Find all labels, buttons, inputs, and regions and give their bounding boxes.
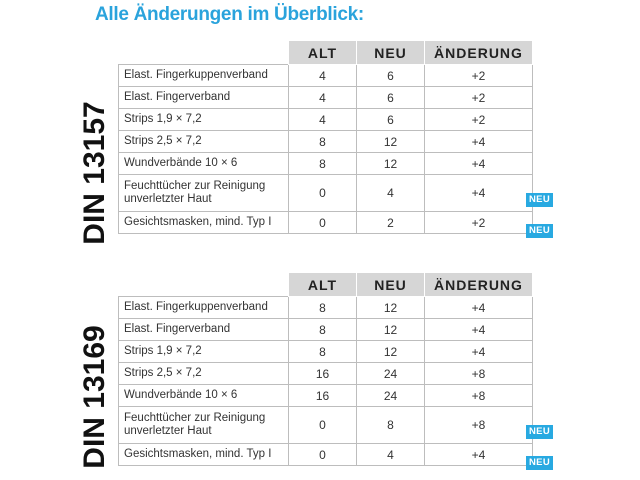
alt-value: 8 <box>289 153 357 175</box>
new-badge: NEU <box>526 425 553 439</box>
row-label: Feuchttücher zur Reinigung unverletzter Haut <box>119 407 289 444</box>
alt-value: 16 <box>289 385 357 407</box>
neu-value: 12 <box>357 297 425 319</box>
neu-value: 12 <box>357 319 425 341</box>
neu-value: 24 <box>357 385 425 407</box>
row-label: Strips 1,9 × 7,2 <box>119 109 289 131</box>
table-header-row <box>119 273 533 297</box>
header-alt: ALT <box>289 41 357 65</box>
neu-value: 12 <box>357 131 425 153</box>
header-aenderung: ÄNDERUNG <box>425 41 533 65</box>
neu-value: 6 <box>357 109 425 131</box>
change-value: +8 <box>425 407 533 444</box>
alt-value: 8 <box>289 341 357 363</box>
table-row <box>119 175 533 212</box>
change-value: +4 <box>425 153 533 175</box>
neu-value: 4 <box>357 444 425 466</box>
row-label: Elast. Fingerverband <box>119 319 289 341</box>
table-row <box>119 109 533 131</box>
new-badge: NEU <box>526 224 553 238</box>
table-row <box>119 341 533 363</box>
change-value: +4 <box>425 444 533 466</box>
neu-value: 8 <box>357 407 425 444</box>
alt-value: 8 <box>289 297 357 319</box>
change-value: +8 <box>425 385 533 407</box>
change-value: +4 <box>425 341 533 363</box>
change-value: +2 <box>425 212 533 234</box>
header-blank-cell <box>119 273 289 297</box>
table-row <box>119 319 533 341</box>
table-row <box>119 131 533 153</box>
alt-value: 0 <box>289 444 357 466</box>
row-label: Elast. Fingerverband <box>119 87 289 109</box>
page-heading: Alle Änderungen im Überblick: <box>95 4 364 25</box>
alt-value: 4 <box>289 109 357 131</box>
row-label: Feuchttücher zur Reinigung unverletzter Haut <box>119 175 289 212</box>
table-row <box>119 65 533 87</box>
table-row <box>119 297 533 319</box>
row-label: Strips 2,5 × 7,2 <box>119 131 289 153</box>
header-alt: ALT <box>289 273 357 297</box>
alt-value: 0 <box>289 407 357 444</box>
change-value: +4 <box>425 319 533 341</box>
comparison-table-din-13169 <box>118 272 533 466</box>
alt-value: 0 <box>289 175 357 212</box>
row-label: Gesichtsmasken, mind. Typ I <box>119 212 289 234</box>
change-value: +2 <box>425 87 533 109</box>
table-row <box>119 87 533 109</box>
row-label: Wundverbände 10 × 6 <box>119 153 289 175</box>
change-value: +4 <box>425 297 533 319</box>
neu-value: 12 <box>357 341 425 363</box>
change-value: +8 <box>425 363 533 385</box>
table-row <box>119 444 533 466</box>
change-value: +4 <box>425 175 533 212</box>
neu-value: 6 <box>357 65 425 87</box>
table-row <box>119 363 533 385</box>
row-label: Elast. Fingerkuppenverband <box>119 297 289 319</box>
row-label: Gesichtsmasken, mind. Typ I <box>119 444 289 466</box>
neu-value: 12 <box>357 153 425 175</box>
alt-value: 8 <box>289 319 357 341</box>
neu-value: 2 <box>357 212 425 234</box>
table-row <box>119 385 533 407</box>
standard-label-din-13157: DIN 13157 <box>78 101 111 245</box>
header-blank-cell <box>119 41 289 65</box>
neu-value: 4 <box>357 175 425 212</box>
standard-label-din-13169: DIN 13169 <box>78 325 111 469</box>
row-label: Strips 1,9 × 7,2 <box>119 341 289 363</box>
neu-value: 6 <box>357 87 425 109</box>
alt-value: 4 <box>289 87 357 109</box>
change-value: +4 <box>425 131 533 153</box>
table-row <box>119 212 533 234</box>
table-row <box>119 153 533 175</box>
alt-value: 4 <box>289 65 357 87</box>
header-neu: NEU <box>357 273 425 297</box>
neu-value: 24 <box>357 363 425 385</box>
change-value: +2 <box>425 65 533 87</box>
table-row <box>119 407 533 444</box>
comparison-table-din-13157 <box>118 40 533 234</box>
row-label: Strips 2,5 × 7,2 <box>119 363 289 385</box>
table-header-row <box>119 41 533 65</box>
new-badge: NEU <box>526 193 553 207</box>
row-label: Elast. Fingerkuppenverband <box>119 65 289 87</box>
alt-value: 16 <box>289 363 357 385</box>
new-badge: NEU <box>526 456 553 470</box>
change-value: +2 <box>425 109 533 131</box>
alt-value: 8 <box>289 131 357 153</box>
row-label: Wundverbände 10 × 6 <box>119 385 289 407</box>
header-neu: NEU <box>357 41 425 65</box>
alt-value: 0 <box>289 212 357 234</box>
header-aenderung: ÄNDERUNG <box>425 273 533 297</box>
